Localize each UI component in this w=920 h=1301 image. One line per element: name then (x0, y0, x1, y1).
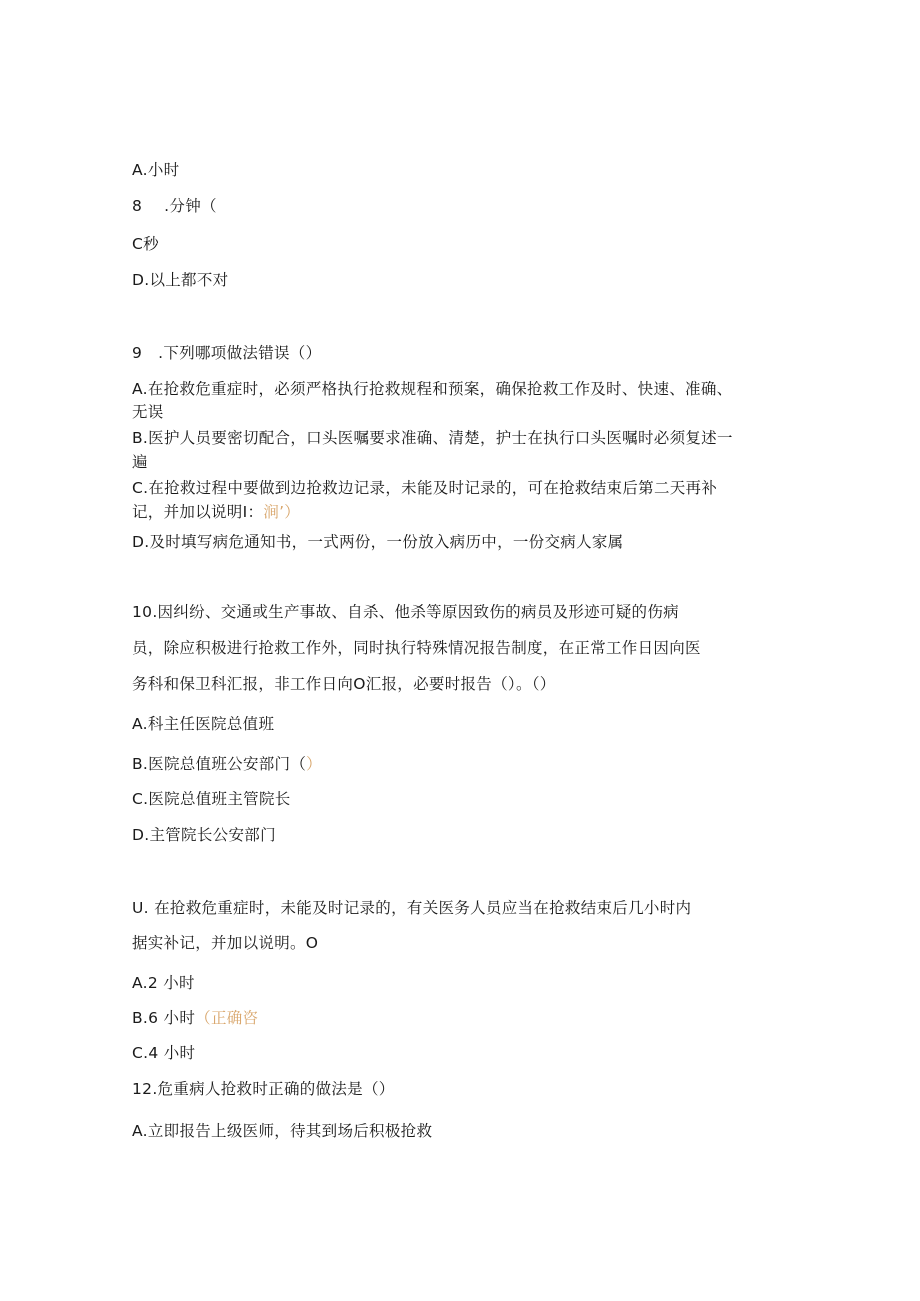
question-line-continued: 务科和保卫科汇报，非工作日向O汇报，必要时报告（）。（） (132, 675, 556, 693)
option-line: A.在抢救危重症时，必须严格执行抢救规程和预案，确保抢救工作及时、快速、准确、 (132, 380, 733, 398)
option-line: A.小时 (132, 161, 180, 179)
option-line: B.医院总值班公安部门（） (132, 755, 322, 773)
option-line: C秒 (132, 235, 159, 253)
question-line: 12.危重病人抢救时正确的做法是（） (132, 1080, 395, 1098)
question-line-continued: 员，除应积极进行抢救工作外，同时执行特殊情况报告制度，在正常工作日因向医 (132, 639, 701, 657)
option-line: C.4 小时 (132, 1044, 196, 1062)
option-line: B.6 小时（正确咨 (132, 1009, 259, 1027)
option-line: A.科主任医院总值班 (132, 715, 275, 733)
option-line: D.主管院长公安部门 (132, 826, 276, 844)
option-line-continued: 遍 (132, 453, 148, 471)
question-line-continued: 据实补记，并加以说明。O (132, 934, 319, 952)
stamp-mark: （正确咨 (195, 1009, 259, 1027)
option-line: A.2 小时 (132, 974, 195, 992)
option-line: D.及时填写病危通知书，一式两份，一份放入病历中，一份交病人家属 (132, 533, 624, 551)
option-line: D.以上都不对 (132, 271, 229, 289)
question-line: 9 .下列哪项做法错误（） (132, 344, 322, 362)
option-line-continued: 记，并加以说明I：涧’） (132, 503, 301, 521)
option-line: 8 .分钟（ (132, 197, 217, 215)
option-line-continued: 无误 (132, 403, 164, 421)
option-line: A.立即报告上级医师，待其到场后积极抢救 (132, 1122, 433, 1140)
option-line: C.医院总值班主管院长 (132, 790, 291, 808)
question-line: 10.因纠纷、交通或生产事故、自杀、他杀等原因致伤的病员及形迹可疑的伤病 (132, 603, 679, 621)
stamp-mark: 涧’） (263, 503, 301, 521)
question-line: U. 在抢救危重症时，未能及时记录的，有关医务人员应当在抢救结束后几小时内 (132, 899, 692, 917)
stamp-mark: ） (306, 755, 322, 773)
option-line: B.医护人员要密切配合，口头医嘱要求准确、清楚，护士在执行口头医嘱时必须复述一 (132, 429, 733, 447)
option-line: C.在抢救过程中要做到边抢救边记录，未能及时记录的，可在抢救结束后第二天再补 (132, 479, 718, 497)
